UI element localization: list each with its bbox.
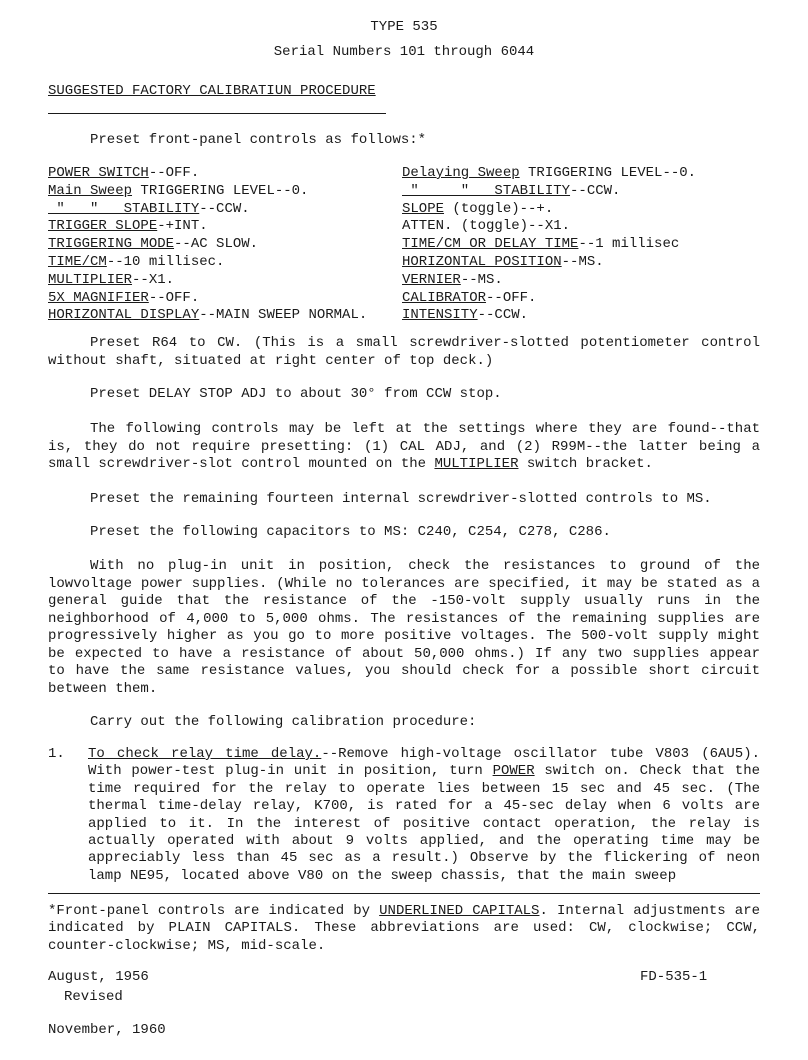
control-value: --10 millisec.: [106, 253, 225, 270]
control-item: [402, 218, 696, 236]
control-value: --AC SLOW.: [174, 236, 259, 253]
control-value: --CCW.: [477, 307, 529, 324]
paragraph-resistances: With no plug-in unit in position, check the resistances to ground of the lowvoltage power supplies. (While no tolerances are specified, it may be stated as a general guide that the resistance of the -150-volt supply usually runs in the neighborhood of 4,000 to 5,000 ohms. The resistances of the remaining supplies are progressively higher as you go to more positive voltages. The 500-volt supply might be expected to have a resistance of about 50,000 ohms.) If any two supplies appear to have the same resistance values, you should check for a possible short circuit between them.: [48, 558, 760, 697]
control-value: --OFF.: [148, 165, 200, 181]
control-value: TRIGGERING LEVEL--0.: [132, 182, 309, 199]
control-value: --OFF.: [486, 289, 537, 306]
control-item: [402, 290, 696, 308]
control-name: " " STABILITY: [402, 182, 571, 199]
control-name: ATTEN.: [402, 218, 453, 235]
control-value: --1 millisec: [578, 236, 680, 253]
right-control-list: [402, 165, 696, 325]
control-value: --OFF.: [148, 289, 200, 306]
control-name: SLOPE: [402, 200, 445, 217]
document-code: FD-535-1: [640, 969, 708, 985]
control-name: CALIBRATOR: [402, 289, 487, 306]
control-item: [402, 236, 696, 254]
issue-date: August, 1956: [48, 969, 149, 985]
control-name: HORIZONTAL POSITION: [402, 253, 562, 270]
control-item: [48, 165, 367, 183]
control-name: " " STABILITY: [48, 200, 200, 217]
control-name: TRIGGER SLOPE: [48, 218, 158, 235]
control-item: [48, 290, 367, 308]
control-item: [48, 236, 367, 254]
control-name: MULTIPLIER: [48, 271, 133, 288]
control-value: -+INT.: [157, 218, 208, 235]
control-value: (toggle)--+.: [444, 200, 554, 217]
control-item: [402, 201, 696, 219]
intro-text: Preset front-panel controls as follows:*: [90, 132, 427, 148]
control-value: --MAIN SWEEP NORMAL.: [199, 307, 368, 324]
control-item: [402, 165, 696, 183]
paragraph-preset-r64: Preset R64 to CW. (This is a small screwdriver-slotted potentiometer control without shaft, situated at right center of top deck.): [48, 335, 760, 369]
paragraph-delay-stop: Preset DELAY STOP ADJ to about 30° from CCW stop.: [90, 386, 502, 402]
multiplier-ref: MULTIPLIER: [434, 456, 519, 472]
control-name: INTENSITY: [402, 307, 478, 324]
control-item: [48, 307, 367, 325]
left-control-list: [48, 165, 367, 325]
control-value: --CCW.: [570, 182, 621, 199]
serial-range: Serial Numbers 101 through 6044: [273, 44, 535, 60]
document-type: TYPE 535: [370, 19, 438, 35]
control-value: --CCW.: [199, 200, 250, 217]
footnote: *Front-panel controls are indicated by UNDERLINED CAPITALS. Internal adjustments are indicated by PLAIN CAPITALS. These abbreviations are used: CW, clockwise; CCW, counter-clockwise; MS, mid-scale.: [48, 903, 760, 954]
control-name: POWER SWITCH: [48, 165, 149, 181]
underlined-capitals-ref: UNDERLINED CAPITALS: [379, 903, 540, 919]
step-1: [48, 746, 760, 885]
control-name: HORIZONTAL DISPLAY: [48, 307, 200, 324]
step-text: To check relay time delay.--Remove high-voltage oscillator tube V803 (6AU5). With power-test plug-in unit in position, turn POWER switch on. Check that the time required for the relay to operate lies between 15 sec and 45 sec. (The thermal time-delay relay, K700, is rated for a 45-sec delay when 6 volts are applied to it. In the interest of positive contact operation, the relay is actually operated with about 9 volts applied, and the operating time may be appreciably less than 45 sec as a result.) Observe by the flickering of neon lamp NE95, located above V80 on the sweep chassis, that the main sweep: [88, 746, 760, 884]
control-item: [48, 183, 367, 201]
control-name: 5X MAGNIFIER: [48, 289, 149, 306]
power-ref: POWER: [492, 763, 535, 780]
control-value: --MS.: [460, 271, 503, 288]
control-item: [402, 254, 696, 272]
control-item: [402, 183, 696, 201]
control-item: [48, 272, 367, 290]
control-value: --MS.: [561, 253, 604, 270]
control-value: (toggle)--X1.: [452, 218, 571, 235]
control-name: TRIGGERING MODE: [48, 236, 175, 253]
control-value: TRIGGERING LEVEL--0.: [519, 165, 697, 181]
paragraph-capacitors: Preset the following capacitors to MS: C240, C254, C278, C286.: [90, 524, 611, 540]
revised-label: Revised: [64, 989, 123, 1005]
paragraph-internal-controls: Preset the remaining fourteen internal screwdriver-slotted controls to MS.: [90, 491, 712, 507]
step-title: To check relay time delay.: [88, 746, 322, 762]
paragraph-carry-out: Carry out the following calibration procedure:: [90, 714, 477, 730]
control-item: [48, 254, 367, 272]
control-name: TIME/CM: [48, 253, 107, 270]
revised-date: November, 1960: [48, 1022, 166, 1038]
control-value: --X1.: [132, 271, 175, 288]
control-name: Delaying Sweep: [402, 165, 520, 181]
control-item: [48, 218, 367, 236]
title-rule: [48, 113, 386, 114]
control-name: Main Sweep: [48, 182, 133, 199]
control-item: [402, 272, 696, 290]
control-name: TIME/CM OR DELAY TIME: [402, 236, 579, 253]
section-title: SUGGESTED FACTORY CALIBRATIUN PROCEDURE: [48, 83, 376, 99]
step-number: 1.: [48, 746, 65, 762]
paragraph-unpreset-controls: The following controls may be left at the settings where they are found--that is, they do not require presetting: (1) CAL ADJ, and (2) R99M--the latter being a small screwdriver-slot control mounted on the MULTIPLIER switch bracket.: [48, 421, 760, 472]
control-item: [402, 307, 696, 325]
control-name: VERNIER: [402, 271, 461, 288]
footnote-rule: [48, 893, 760, 894]
control-item: [48, 201, 367, 219]
